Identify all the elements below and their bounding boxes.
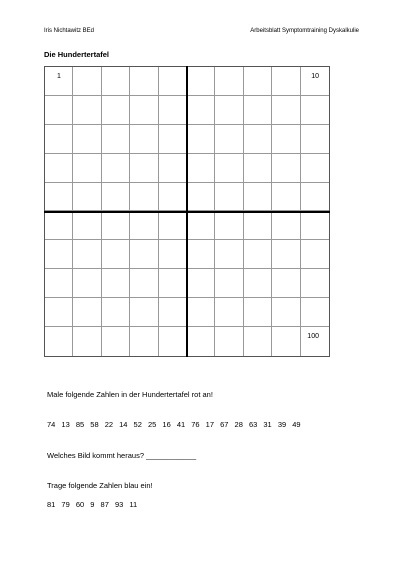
grid-cell — [45, 327, 73, 356]
task2-instruction: Trage folgende Zahlen blau ein! — [47, 481, 153, 490]
grid-cell — [187, 96, 215, 125]
grid-cell — [45, 269, 73, 298]
grid-cell — [73, 298, 101, 327]
grid-cell — [130, 240, 158, 269]
grid-cell — [187, 240, 215, 269]
grid-cell — [301, 269, 329, 298]
grid-cell — [130, 154, 158, 183]
grid-cell — [301, 298, 329, 327]
grid-cell — [73, 240, 101, 269]
grid-cell — [159, 96, 187, 125]
grid-cell — [244, 183, 272, 212]
grid-cell — [102, 96, 130, 125]
grid-cell — [73, 269, 101, 298]
grid-cell — [187, 269, 215, 298]
grid-cell — [159, 298, 187, 327]
grid-cell — [102, 67, 130, 96]
grid-cell — [45, 183, 73, 212]
grid-cell — [73, 211, 101, 240]
grid-cell — [102, 154, 130, 183]
grid-cell — [301, 327, 329, 356]
grid-cell — [73, 183, 101, 212]
grid-cell — [301, 67, 329, 96]
grid-cell — [272, 125, 300, 154]
grid-cell — [102, 183, 130, 212]
grid-cell — [244, 269, 272, 298]
grid-cell — [102, 269, 130, 298]
grid-cell — [187, 183, 215, 212]
grid-cell — [187, 327, 215, 356]
grid-cell — [301, 96, 329, 125]
grid-cell — [45, 67, 73, 96]
grid-cell — [215, 67, 243, 96]
grid-cell — [102, 327, 130, 356]
grid-cell-label: 1 — [57, 73, 61, 80]
grid-cell — [73, 125, 101, 154]
grid-cell — [187, 298, 215, 327]
grid-cell — [45, 125, 73, 154]
task2-numbers: 81 79 60 9 87 93 11 — [47, 500, 138, 509]
grid-cell — [130, 269, 158, 298]
grid-cell — [244, 327, 272, 356]
grid-cell — [215, 240, 243, 269]
grid-cell — [102, 298, 130, 327]
header-subject: Arbeitsblatt Symptomtraining Dyskalkulie — [250, 28, 359, 34]
grid-cell — [244, 240, 272, 269]
grid-cell — [272, 327, 300, 356]
grid-cell — [215, 327, 243, 356]
grid-cell — [301, 154, 329, 183]
grid-cell — [159, 240, 187, 269]
grid-cell — [244, 298, 272, 327]
grid-cell — [45, 298, 73, 327]
grid-cell — [301, 240, 329, 269]
grid-cell — [244, 67, 272, 96]
grid-cell — [272, 298, 300, 327]
grid-cell — [215, 154, 243, 183]
question: Welches Bild kommt heraus? ____________ — [47, 451, 197, 460]
grid-cell — [272, 67, 300, 96]
grid-cell — [272, 240, 300, 269]
grid-cell — [102, 211, 130, 240]
grid-cell — [73, 96, 101, 125]
grid-cell — [215, 298, 243, 327]
grid-cell — [130, 96, 158, 125]
grid-cell — [215, 125, 243, 154]
grid-cell — [159, 269, 187, 298]
grid-cell — [45, 211, 73, 240]
grid-cell — [187, 67, 215, 96]
grid-cell — [244, 96, 272, 125]
grid-cell — [272, 183, 300, 212]
grid-cell — [215, 269, 243, 298]
grid-cell — [73, 67, 101, 96]
grid-cell — [159, 327, 187, 356]
grid-cell — [45, 96, 73, 125]
grid-cell-label: 10 — [311, 73, 319, 80]
grid-cell — [272, 154, 300, 183]
grid-cell — [159, 154, 187, 183]
grid-cell — [244, 125, 272, 154]
grid-cell — [272, 211, 300, 240]
grid-cell — [215, 96, 243, 125]
grid-cell — [301, 183, 329, 212]
grid-cell — [45, 154, 73, 183]
grid-cell — [130, 327, 158, 356]
grid-cell — [301, 211, 329, 240]
grid-cell — [301, 125, 329, 154]
grid-cell — [187, 125, 215, 154]
grid-cell — [130, 183, 158, 212]
grid-cell-label: 100 — [307, 333, 319, 341]
grid-cell — [159, 211, 187, 240]
grid-cell — [45, 240, 73, 269]
grid-cell — [244, 211, 272, 240]
grid-cell — [130, 67, 158, 96]
task1-numbers: 74 13 85 58 22 14 52 25 16 41 76 17 67 28 63 31 39 49 — [47, 420, 301, 429]
task1-instruction: Male folgende Zahlen in der Hundertertafel rot an! — [47, 390, 213, 399]
grid-cell — [244, 154, 272, 183]
grid-cell — [102, 125, 130, 154]
grid-cell — [187, 154, 215, 183]
grid-cell — [130, 211, 158, 240]
header-author: Iris Nichtawitz BEd — [44, 28, 95, 34]
horizontal-divider — [44, 211, 330, 213]
grid-cell — [272, 269, 300, 298]
page-title: Die Hundertertafel — [44, 50, 110, 59]
grid-cell — [73, 154, 101, 183]
grid-cell — [159, 125, 187, 154]
grid-cell — [73, 327, 101, 356]
grid-cell — [102, 240, 130, 269]
grid-cell — [215, 183, 243, 212]
grid-cell — [159, 67, 187, 96]
grid-cell — [187, 211, 215, 240]
grid-cell — [130, 298, 158, 327]
grid-cell — [159, 183, 187, 212]
grid-cell — [272, 96, 300, 125]
grid-cell — [130, 125, 158, 154]
grid-cell — [215, 211, 243, 240]
